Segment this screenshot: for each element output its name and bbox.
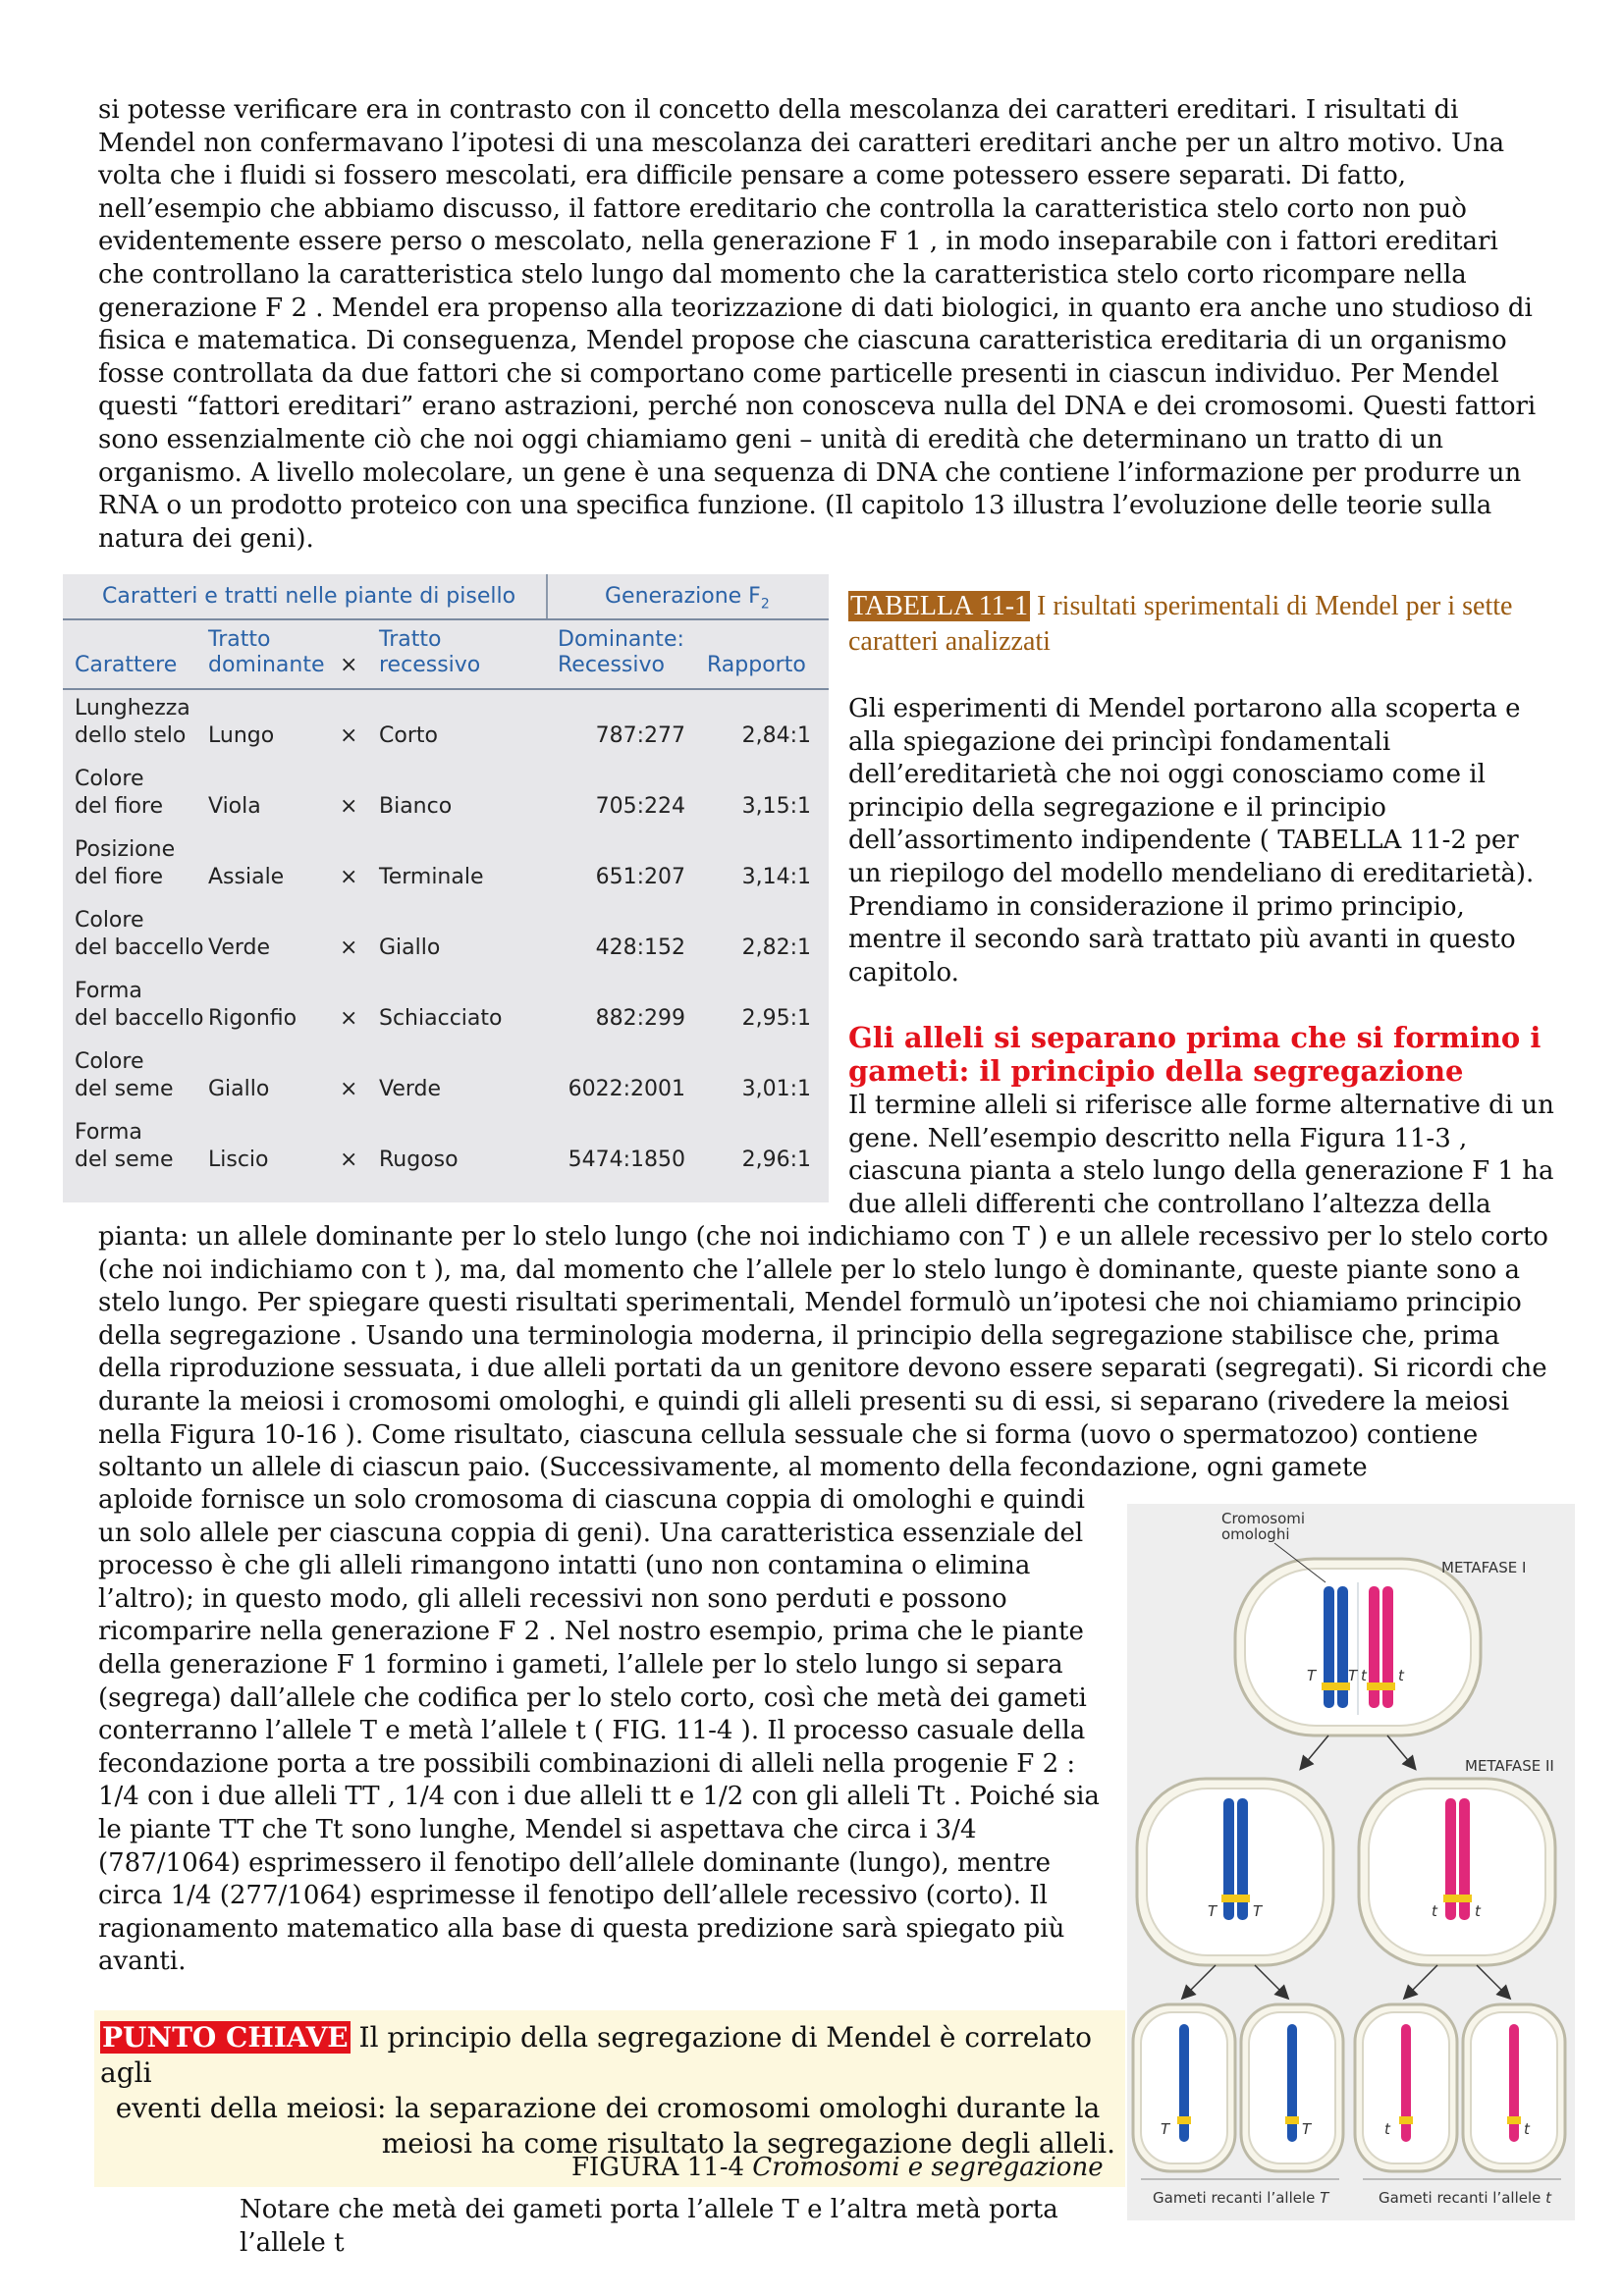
col-header-recessivo-1: Tratto	[379, 627, 442, 652]
cell-dom-rec: 787:277	[595, 723, 685, 748]
cell-carattere-line2: dello stelo	[75, 723, 187, 748]
cell-dominante: Verde	[208, 935, 271, 960]
intro-paragraph: si potesse verificare era in contrasto con il concetto della mescolanza dei caratteri ereditari. I risultati di Mendel non confermavano l’ipotesi di una mescolanza dei caratteri ereditari anche per un altro motivo. Una volta che i fluidi si fossero mescolati, era difficile pensare a come potessero essere separati. Di fatto, nell’esempio che abbiamo discusso, il fattore ereditario che controlla la caratteristica stelo corto non può evidentemente essere perso o mescolato, nella generazione F 1 , in modo inseparabile con i fattori ereditari che controllano la caratteristica stelo lungo dal momento che la caratteristica stelo corto ricompare nella generazione F 2 . Mendel era propenso alla teorizzazione di dati biologici, in quanto era anche uno studioso di fisica e matematica. Di conseguenza, Mendel propose che ciascuna caratteristica ereditaria di un organismo fosse controllata da due fattori che si comportano come particelle presenti in ciascun individuo. Per Mendel questi “fattori ereditari” erano astrazioni, perché non conosceva nulla del DNA e dei cromosomi. Questi fattori sono essenzialmente ciò che noi oggi chiamiamo geni – unità di eredità che determinano un tratto di un organismo. A livello molecolare, un gene è una sequenza di DNA che contiene l’informazione per produrre un RNA o un prodotto proteico con una specifica funzione. (Il capitolo 13 illustra l’evoluzione delle teorie sulla natura dei geni).	[98, 95, 1537, 554]
cell-recessivo: Verde	[379, 1077, 442, 1101]
cell-dominante: Viola	[208, 794, 261, 819]
cell-recessivo: Bianco	[379, 794, 453, 819]
table-caption	[848, 589, 1536, 660]
cell-carattere-line2: del seme	[75, 1148, 174, 1172]
cell-dominante: Liscio	[208, 1148, 269, 1172]
table-group-header-f2: Generazione $F_2$	[605, 584, 770, 613]
meiosis-diagram	[1127, 1504, 1575, 2220]
svg-text:T: T	[1302, 2120, 1312, 2138]
cell-dominante: Giallo	[208, 1077, 270, 1101]
figure-caption-cut-line: Notare che metà dei gameti porta l’allele T e l’altra metà porta l’allele t	[240, 2195, 1058, 2258]
cell-carattere-line2: del baccello	[75, 1006, 204, 1031]
cell-dominante: Rigonfio	[208, 1006, 298, 1031]
cell-carattere-line2: del seme	[75, 1077, 174, 1101]
mendel-results-table	[63, 574, 829, 1202]
principles-paragraph: Gli esperimenti di Mendel portarono alla scoperta e alla spiegazione dei princìpi fondamentali dell’ereditarietà che noi oggi conosciamo come il principio della segregazione e il principio dell’assortimento indipendente ( TABELLA 11-2 per un riepilogo del modello mendeliano di ereditarietà). Prendiamo in considerazione il primo principio, mentre il secondo sarà trattato più avanti in questo capitolo.	[848, 694, 1535, 988]
fecondazione-paragraph: aploide fornisce un solo cromosoma di ciascuna coppia di omologhi e quindi un solo allele per ciascuna coppia di geni). Una caratteristica essenziale del processo è che gli alleli rimangono intatti (uno non contamina o elimina l’altro); in questo modo, gli alleli recessivi non sono perduti e possono ricomparire nella generazione F 2 . Nel nostro esempio, prima che le piante della generazione F 1 formino i gameti, l’allele per lo stelo lungo si separa (segrega) dall’allele che codifica per lo stelo corto, così che metà dei gameti conterranno l’allele T e metà l’allele t ( FIG. 11-4 ). Il processo casuale della fecondazione porta a tre possibili combinazioni di alleli nella progenie F 2 : 1/4 con i due alleli TT , 1/4 con i due alleli tt e 1/2 con gli alleli Tt . Poiché sia le piante TT che Tt sono lunghe, Mendel si aspettava che circa i 3/4 (787/1064) esprimessero il fenotipo dell’allele dominante (lungo), mentre circa 1/4 (277/1064) esprimesse il fenotipo dell’allele recessivo (corto). Il ragionamento matematico alla base di questa predizione sarà spiegato più avanti.	[98, 1485, 1100, 1977]
svg-text:t: t	[1398, 1667, 1404, 1684]
cell-dom-rec: 705:224	[595, 794, 685, 819]
cell-carattere-line1: Colore	[75, 1049, 144, 1074]
cell-rapporto: 2,95:1	[741, 1006, 811, 1031]
cell-rapporto: 3,01:1	[741, 1077, 811, 1101]
figure-caption: FIGURA 11-4 Cromosomi e segregazione	[571, 2153, 1104, 2182]
cell-recessivo: Giallo	[379, 935, 441, 960]
svg-text:t: t	[1432, 1902, 1437, 1920]
cell-carattere-line1: Colore	[75, 908, 144, 933]
gamete-T-2	[1241, 2004, 1343, 2171]
label-metafase-1: METAFASE I	[1441, 1559, 1527, 1576]
segregation-paragraph: pianta: un allele dominante per lo stelo lungo (che noi indichiamo con T ) e un allele recessivo per lo stelo corto (che noi indichiamo con t ), ma, dal momento che l’allele per lo stelo lungo è dominante, queste piante sono a stelo lungo. Per spiegare questi risultati sperimentali, Mendel formulò un’ipotesi che noi chiamiamo principio della segregazione . Usando una terminologia moderna, il principio della segregazione stabilisce che, prima della riproduzione sessuata, i due alleli portati da un genitore devono essere separati (segregati). Si ricordi che durante la meiosi i cromosomi omologhi, e quindi gli alleli presenti su di essi, si separano (rivedere la meiosi nella Figura 10-16 ). Come risultato, ciascuna cellula sessuale che si forma (uovo o spermatozoo) contiene soltanto un allele di ciascun paio. (Successivamente, al momento della fecondazione, ogni gamete	[98, 1222, 1548, 1483]
cell-dom-rec: 428:152	[595, 935, 685, 960]
cell-cross: ×	[340, 794, 358, 819]
svg-text:T: T	[1208, 1902, 1217, 1920]
meiosis-segregation-figure	[1127, 1504, 1575, 2220]
cell-recessivo: Rugoso	[379, 1148, 459, 1172]
svg-text:t: t	[1524, 2120, 1530, 2138]
label-gametes-T: Gameti recanti l’allele T	[1153, 2189, 1329, 2207]
gamete-T-1	[1133, 2004, 1235, 2171]
cell-rapporto: 2,96:1	[741, 1148, 811, 1172]
cell-rapporto: 2,82:1	[741, 935, 811, 960]
cell-recessivo: Corto	[379, 723, 438, 748]
cell-carattere-line2: del fiore	[75, 865, 164, 889]
col-header-dominante-1: Tratto	[208, 627, 271, 652]
table-group-header-traits: Caratteri e tratti nelle piante di pisello	[102, 584, 516, 609]
cell-carattere-line1: Colore	[75, 767, 144, 791]
cell-dominante: Lungo	[208, 723, 275, 748]
metaphase-1-cell	[1235, 1559, 1481, 1735]
cell-cross: ×	[340, 935, 358, 960]
col-header-recessivo-2: recessivo	[379, 653, 481, 677]
col-header-cross: ×	[340, 653, 358, 677]
table-header-divider	[546, 574, 548, 618]
cell-dom-rec: 6022:2001	[568, 1077, 685, 1101]
cell-dom-rec: 882:299	[595, 1006, 685, 1031]
label-gametes-t: Gameti recanti l’allele t	[1379, 2189, 1552, 2207]
svg-text:T: T	[1348, 1667, 1358, 1684]
cell-carattere-line1: Forma	[75, 979, 142, 1003]
alleles-paragraph: Il termine alleli si riferisce alle forme alternative di un gene. Nell’esempio descritto nella Figura 11-3 , ciascuna pianta a stelo lungo della generazione F 1 ha due alleli differenti che controllano l’altezza della	[848, 1091, 1554, 1219]
cell-recessivo: Schiacciato	[379, 1006, 503, 1031]
cell-dom-rec: 651:207	[595, 865, 685, 889]
table-caption-text: I risultati sperimentali di Mendel per i sette caratteri analizzati	[848, 591, 1513, 657]
svg-text:T: T	[1253, 1902, 1263, 1920]
table-caption-label: TABELLA 11-1	[850, 591, 1029, 621]
gamete-t-1	[1355, 2004, 1457, 2171]
label-homologs-2: omologhi	[1221, 1525, 1290, 1543]
cell-carattere-line1: Lunghezza	[75, 696, 190, 721]
col-header-dominante-2: dominante	[208, 653, 325, 677]
metaphase-2-cell-T	[1137, 1779, 1333, 1965]
cell-recessivo: Terminale	[379, 865, 484, 889]
cell-carattere-line2: del fiore	[75, 794, 164, 819]
cell-rapporto: 3,15:1	[741, 794, 811, 819]
cell-dominante: Assiale	[208, 865, 285, 889]
col-header-rapporto: Rapporto	[707, 653, 806, 677]
svg-text:t: t	[1475, 1902, 1481, 1920]
col-header-domrec-2: Recessivo	[558, 653, 665, 677]
cell-carattere-line1: Forma	[75, 1120, 142, 1145]
cell-cross: ×	[340, 1006, 358, 1031]
cell-cross: ×	[340, 723, 358, 748]
svg-text:t: t	[1361, 1667, 1367, 1684]
key-point-box	[94, 2010, 1125, 2258]
cell-dom-rec: 5474:1850	[568, 1148, 685, 1172]
col-header-domrec-1: Dominante:	[558, 627, 684, 652]
key-point-label: PUNTO CHIAVE	[102, 2021, 349, 2054]
table-rule-top	[63, 618, 829, 620]
col-header-carattere: Carattere	[75, 653, 178, 677]
svg-text:T: T	[1307, 1667, 1317, 1684]
gamete-t-2	[1463, 2004, 1565, 2171]
svg-text:T: T	[1161, 2120, 1170, 2138]
svg-text:t: t	[1384, 2120, 1390, 2138]
cell-rapporto: 2,84:1	[741, 723, 811, 748]
cell-cross: ×	[340, 865, 358, 889]
cell-carattere-line2: del baccello	[75, 935, 204, 960]
section-heading: Gli alleli si separano prima che si formino i gameti: il principio della segregazione	[848, 1021, 1542, 1088]
label-metafase-2: METAFASE II	[1465, 1757, 1554, 1775]
cell-rapporto: 3,14:1	[741, 865, 811, 889]
key-point-text: PUNTO CHIAVE Il principio della segregazione di Mendel è correlato agli eventi della meiosi: la separazione dei cromosomi omologhi durante la meiosi ha come risultato la segregazione degli alleli.	[100, 2021, 1115, 2160]
label-homologs-1: Cromosomi	[1221, 1510, 1306, 1527]
table-rule-header	[63, 688, 829, 690]
cell-cross: ×	[340, 1077, 358, 1101]
cell-cross: ×	[340, 1148, 358, 1172]
cell-carattere-line1: Posizione	[75, 837, 176, 862]
metaphase-2-cell-t	[1359, 1779, 1555, 1965]
